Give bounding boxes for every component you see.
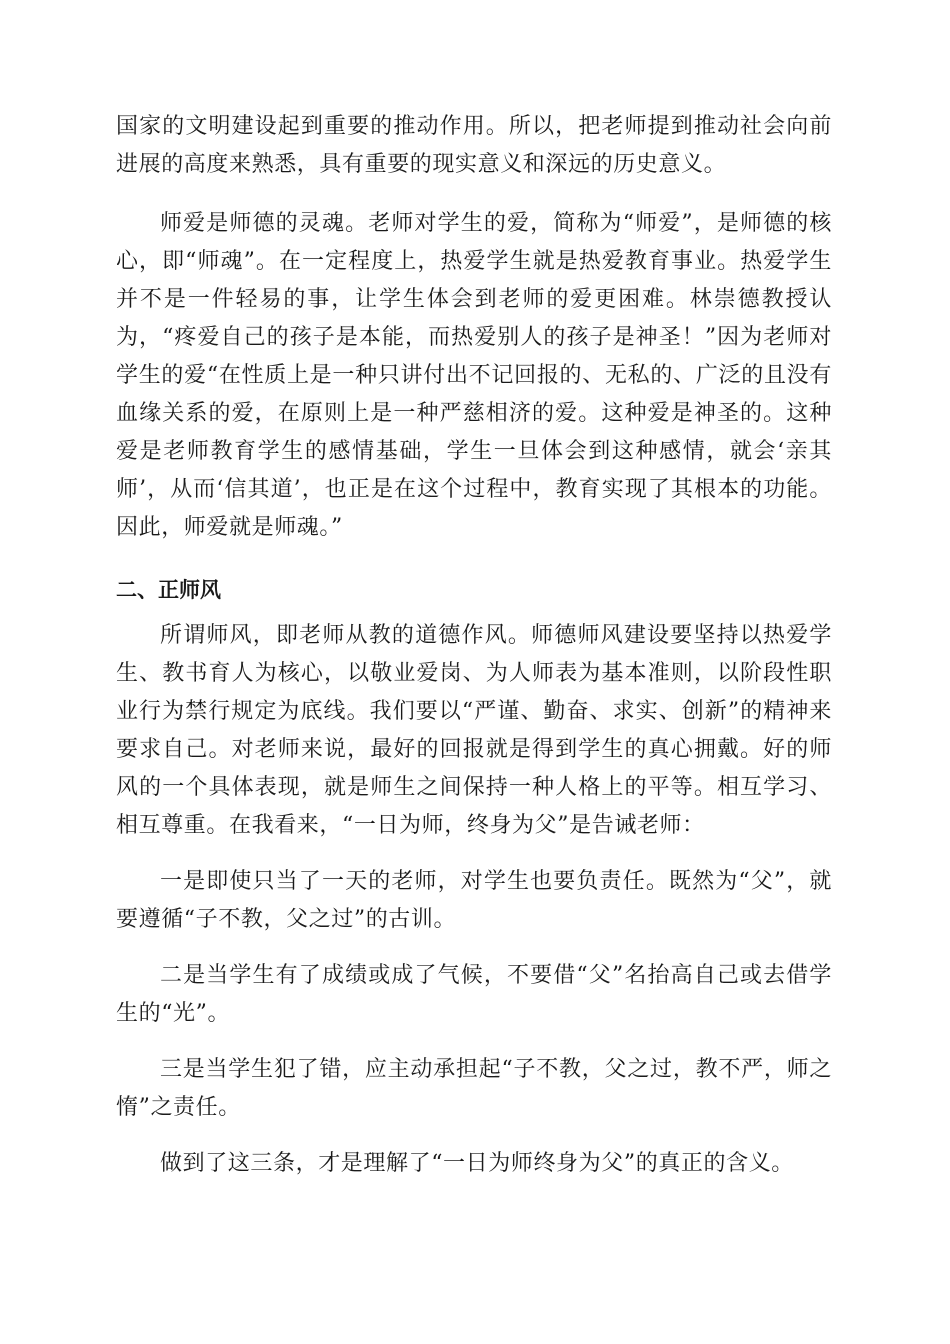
paragraph-teacher-love: 师爱是师德的灵魂。老师对学生的爱，简称为“师爱”，是师德的核心，即“师魂”。在一定程度上，热爱学生就是热爱教育事业。热爱学生并不是一件轻易的事，让学生体会到老师的爱更困难。林崇德教授认为，“疼爱自己的孩子是本能，而热爱别人的孩子是神圣！”因为老师对学生的爱“在性质上是一种只讲付出不记回报的、无私的、广泛的且没有血缘关系的爱，在原则上是一种严慈相济的爱。这种爱是神圣的。这种爱是老师教育学生的感情基础，学生一旦体会到这种感情，就会‘亲其师’，从而‘信其道’，也正是在这个过程中，教育实现了其根本的功能。因此，师爱就是师魂。” bbox=[116, 211, 832, 540]
paragraph-civilization: 国家的文明建设起到重要的推动作用。所以，把老师提到推动社会向前进展的高度来熟悉，具有重要的现实意义和深远的历史意义。 bbox=[116, 114, 832, 177]
paragraph-point-three: 三是当学生犯了错，应主动承担起“子不教，父之过，教不严，师之惰”之责任。 bbox=[116, 1057, 832, 1120]
paragraph-conclusion: 做到了这三条，才是理解了“一日为师终身为父”的真正的含义。 bbox=[160, 1151, 794, 1176]
section-heading-teacher-style: 二、正师风 bbox=[116, 578, 221, 602]
paragraph-point-two: 二是当学生有了成绩或成了气候，不要借“父”名抬高自己或去借学生的“光”。 bbox=[116, 963, 832, 1026]
document-body bbox=[116, 108, 832, 1183]
paragraph-point-one: 一是即使只当了一天的老师，对学生也要负责任。既然为“父”，就要遵循“子不教，父之过”的古训。 bbox=[116, 869, 832, 932]
paragraph-teacher-style: 所谓师风，即老师从教的道德作风。师德师风建设要坚持以热爱学生、教书育人为核心，以敬业爱岗、为人师表为基本准则，以阶段性职业行为禁行规定为底线。我们要以“严谨、勤奋、求实、创新”的精神来要求自己。对老师来说，最好的回报就是得到学生的真心拥戴。好的师风的一个具体表现，就是师生之间保持一种人格上的平等。相互学习、相互尊重。在我看来，“一日为师，终身为父”是告诫老师： bbox=[116, 623, 832, 838]
